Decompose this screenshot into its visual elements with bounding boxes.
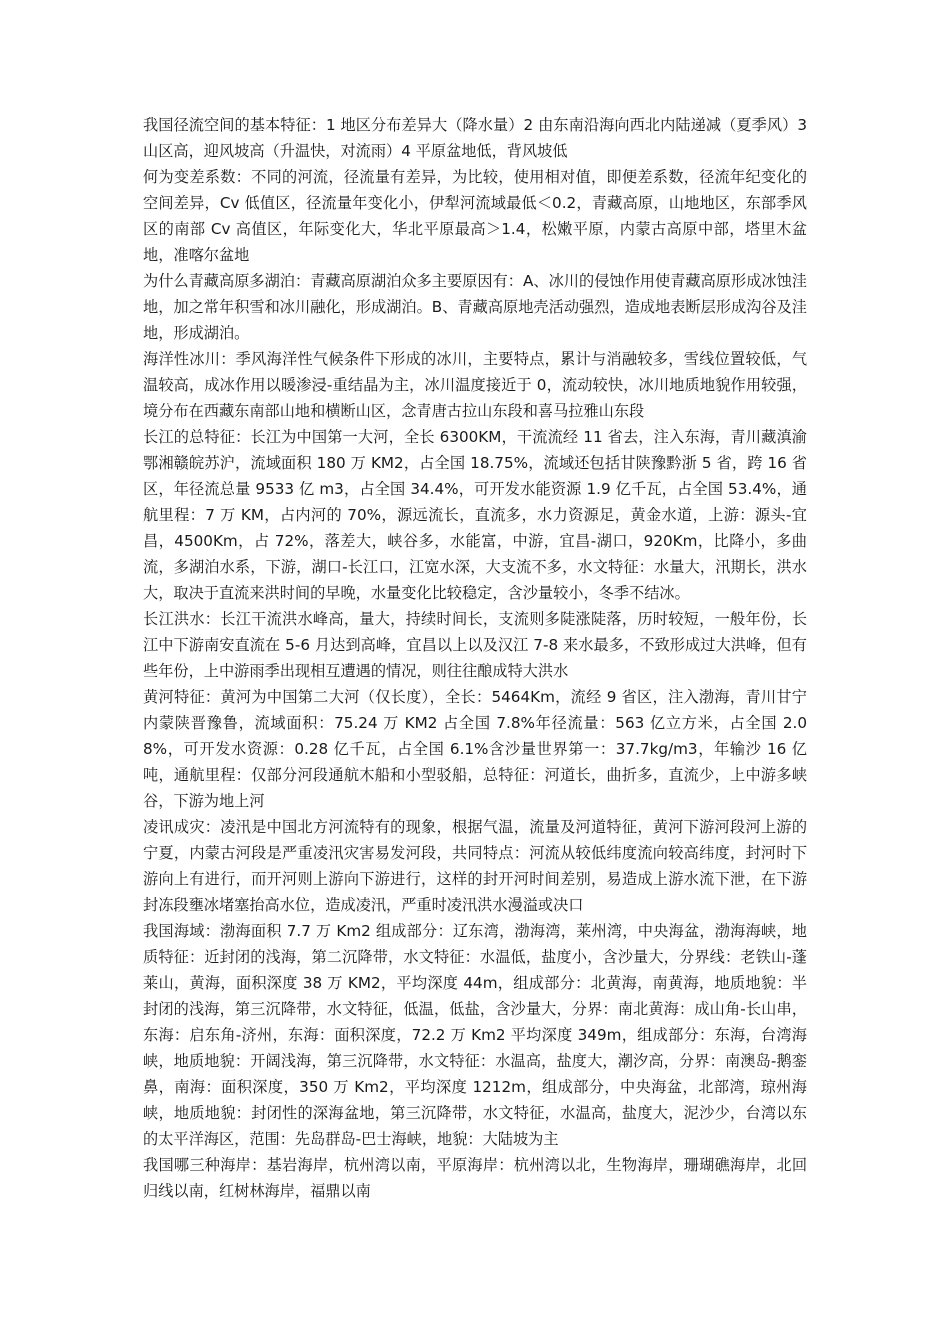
paragraph-coast-types: 我国哪三种海岸：基岩海岸，杭州湾以南，平原海岸：杭州湾以北，生物海岸，珊瑚礁海岸，北回归线以南，红树林海岸，福鼎以南 — [143, 1156, 807, 1200]
document-page — [143, 112, 807, 1204]
paragraph-ice-flood: 凌讯成灾：凌汛是中国北方河流特有的现象，根据气温，流量及河道特征，黄河下游河段河上游的宁夏，内蒙古河段是严重凌汛灾害易发河段，共同特点：河流从较低纬度流向较高纬度，封河时下游向上有进行，而开河则上游向下游进行，这样的封开河时间差别，易造成上游水流下泄，在下游封冻段壅冰堵塞抬高水位，造成凌汛，严重时凌汛洪水漫溢或决口 — [143, 818, 807, 914]
paragraph-variation-coefficient: 何为变差系数：不同的河流，径流量有差异，为比较，使用相对值，即便差系数，径流年纪变化的空间差异，Cv 低值区，径流量年变化小，伊犁河流域最低＜0.2，青藏高原，山地地区，东部季风区的南部 Cv 高值区，年际变化大，华北平原最高＞1.4，松嫩平原，内蒙古高原中部，塔里木盆地，准喀尔盆地 — [143, 168, 807, 264]
paragraph-yangtze-features: 长江的总特征：长江为中国第一大河，全长 6300KM，干流流经 11 省去，注入东海，青川藏滇渝鄂湘赣皖苏沪，流域面积 180 万 KM2，占全国 18.75%，流域还包括甘陕豫黔浙 5 省，跨 16 省区，年径流总量 9533 亿 m3，占全国 34.4%，可开发水能资源 1.9 亿千瓦，占全国 53.4%，通航里程：7 万 KM，占内河的 70%，源远流长，直流多，水力资源足，黄金水道，上游：源头-宜昌，4500Km，占 72%，落差大，峡谷多，水能富，中游，宜昌-湖口，920Km，比降小，多曲流，多湖泊水系，下游，湖口-长江口，江宽水深，大支流不多，水文特征：水量大，汛期长，洪水大，取决于直流来洪时间的早晚，水量变化比较稳定，含沙量较小，冬季不结冰。 — [143, 428, 807, 602]
paragraph-china-seas: 我国海域：渤海面积 7.7 万 Km2 组成部分：辽东湾，渤海湾，莱州湾，中央海盆，渤海海峡，地质特征：近封闭的浅海，第二沉降带，水文特征：水温低，盐度小，含沙量大，分界线：老铁山-蓬莱山，黄海，面积深度 38 万 KM2，平均深度 44m，组成部分：北黄海，南黄海，地质地貌：半封闭的浅海，第三沉降带，水文特征，低温，低盐，含沙量大，分界：南北黄海：成山角-长山串，东海：启东角-济州，东海：面积深度，72.2 万 Km2 平均深度 349m，组成部分：东海，台湾海峡，地质地貌：开阔浅海，第三沉降带，水文特征：水温高，盐度大，潮汐高，分界：南澳岛-鹅銮鼻，南海：面积深度，350 万 Km2，平均深度 1212m，组成部分，中央海盆，北部湾，琼州海峡，地质地貌：封闭性的深海盆地，第三沉降带，水文特征，水温高，盐度大，泥沙少，台湾以东的太平洋海区，范围：先岛群岛-巴士海峡，地貌：大陆坡为主 — [143, 922, 807, 1148]
paragraph-runoff-spatial-features: 我国径流空间的基本特征：1 地区分布差异大（降水量）2 由东南沿海向西北内陆递减（夏季风）3 山区高，迎风坡高（升温快，对流雨）4 平原盆地低，背风坡低 — [143, 116, 807, 160]
paragraph-yangtze-flood: 长江洪水：长江干流洪水峰高，量大，持续时间长，支流则多陡涨陡落，历时较短，一般年份，长江中下游南安直流在 5-6 月达到高峰，宜昌以上以及汉江 7-8 来水最多，不致形成过大洪峰，但有些年份，上中游雨季出现相互遭遇的情况，则往往酿成特大洪水 — [143, 610, 807, 680]
paragraph-yellow-river-features: 黄河特征：黄河为中国第二大河（仅长度），全长：5464Km，流经 9 省区，注入渤海，青川甘宁内蒙陕晋豫鲁，流域面积：75.24 万 KM2 占全国 7.8%年径流量：563 亿立方米，占全国 2.08%，可开发水资源：0.28 亿千瓦，占全国 6.1%含沙量世界第一：37.7kg/m3，年输沙 16 亿吨，通航里程：仅部分河段通航木船和小型驳船，总特征：河道长，曲折多，直流少，上中游多峡谷，下游为地上河 — [143, 688, 807, 810]
paragraph-maritime-glacier: 海洋性冰川：季风海洋性气候条件下形成的冰川，主要特点，累计与消融较多，雪线位置较低，气温较高，成冰作用以暖渗浸-重结晶为主，冰川温度接近于 0，流动较快，冰川地质地貌作用较强，境分布在西藏东南部山地和横断山区，念青唐古拉山东段和喜马拉雅山东段 — [143, 350, 807, 420]
paragraph-tibet-lakes: 为什么青藏高原多湖泊：青藏高原湖泊众多主要原因有：A、冰川的侵蚀作用使青藏高原形成冰蚀洼地，加之常年积雪和冰川融化，形成湖泊。B、青藏高原地壳活动强烈，造成地表断层形成沟谷及洼地，形成湖泊。 — [143, 272, 807, 342]
